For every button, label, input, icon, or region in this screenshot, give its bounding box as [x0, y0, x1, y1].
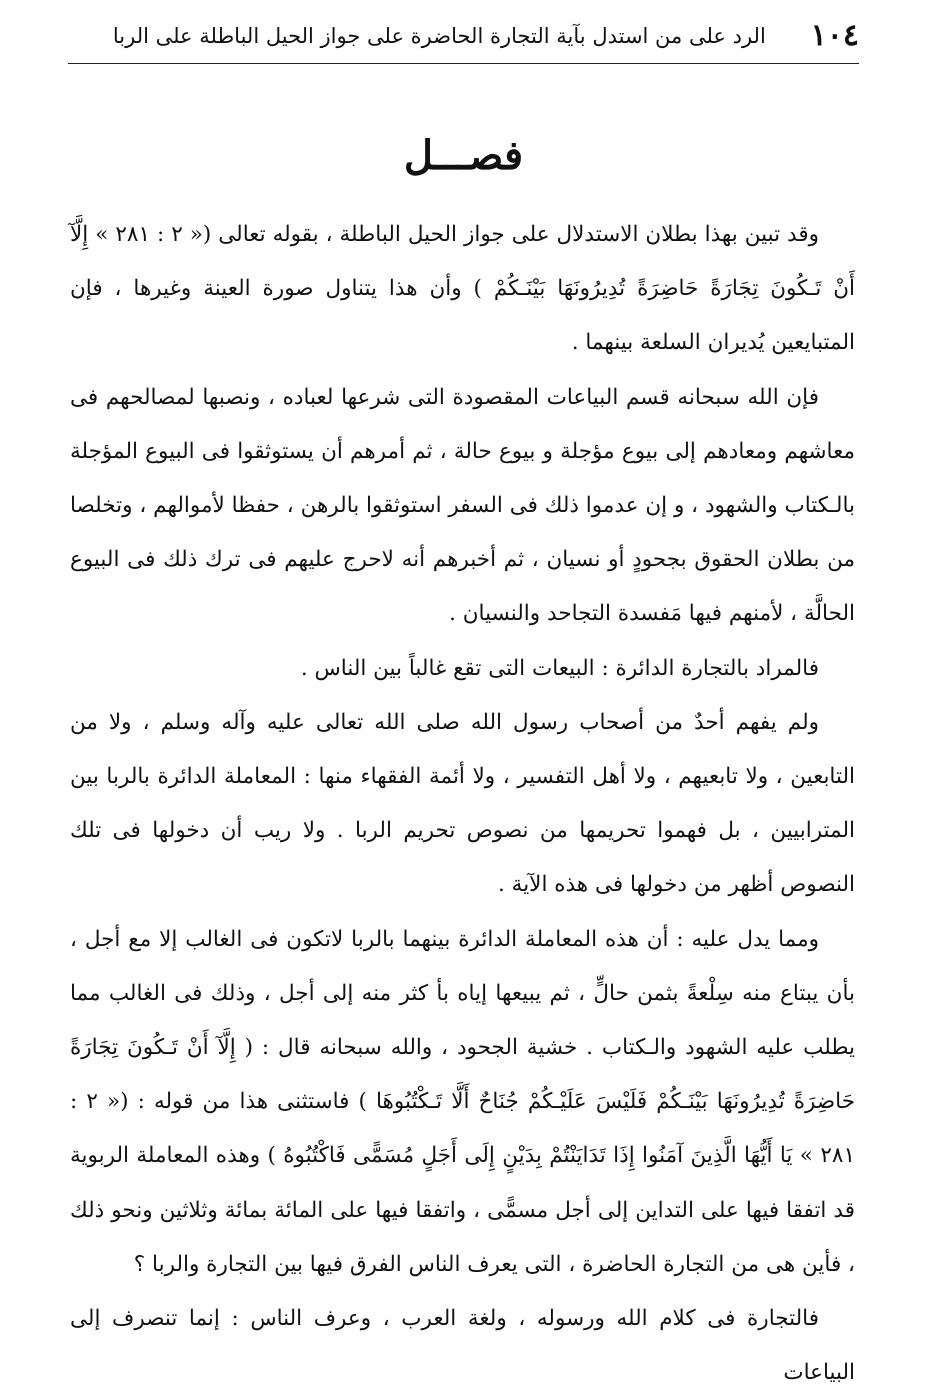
section-title: فصـــل	[403, 132, 524, 179]
paragraph: فالتجارة فى كلام الله ورسوله ، ولغة العرب ، وعرف الناس : إنما تنصرف إلى البياعات	[70, 1306, 855, 1386]
paragraph: ولم يفهم أحدٌ من أصحاب رسول الله صلى الله تعالى عليه وآله وسلم ، ولا من التابعين ، ولا تابعيهم ، ولا أهل التفسير ، ولا أئمة الفقهاء منها : المعاملة الدائرة بالربا بين المترابيين ، بل فهموا تحريمها من نصوص تحريم الربا . ولا ريب أن دخولها فى تلك النصوص أظهر من دخولها فى هذه الآية .	[70, 709, 855, 898]
paragraph: وقد تبين بهذا بطلان الاستدلال على جواز الحيل الباطلة ، بقوله تعالى (« ٢ : ٢٨١ » إِلَّآ أَنْ تَـكُونَ تِجَارَةً حَاضِرَةً تُدِيرُونَهَا بَيْنَـكُمْ ) وأن هذا يتناول صورة العينة وغيرها ، فإن المتبايعين يُديران السلعة بينهما .	[70, 222, 855, 356]
page-header	[68, 14, 859, 58]
paragraph: ومما يدل عليه : أن هذه المعاملة الدائرة بينهما بالربا لاتكون فى الغالب إلا مع أجل ، بأن يبتاع منه سِلْعةً بثمن حالٍّ ، ثم يبيعها إياه بأ كثر منه إلى أجل ، وذلك فى الغالب مما يطلب عليه الشهود والـكتاب . خشية الجحود ، والله سبحانه قال : ( إِلَّآ أَنْ تَـكُونَ تِجَارَةً حَاضِرَةً تُدِيرُونَهَا بَيْنَـكُمْ فَلَيْسَ عَلَيْـكُمْ جُنَاحٌ أَلَّا تَـكْتُبُوهَا ) فاستثنى هذا من قوله : (« ٢ : ٢٨١ » يَا أَيُّهَا الَّذِينَ آمَنُوا إِذَا تَدَايَنْتُمْ بِدَيْنٍ إِلَى أَجَلٍ مُسَمًّى فَاكْتُبُوهُ ) وهذه المعاملة الربوية قد اتفقا فيها على التداين إلى أجل مسمًّى ، واتفقا فيها على المائة بمائة وثلاثين ونحو ذلك ، فأين هى من التجارة الحاضرة ، التى يعرف الناس الفرق فيها بين التجارة والربا ؟	[70, 926, 856, 1277]
paragraph: فالمراد بالتجارة الدائرة : البيعات التى تقع غالباً بين الناس .	[300, 655, 819, 681]
paragraph: فإن الله سبحانه قسم البياعات المقصودة التى شرعها لعباده ، ونصبها لمصالحهم فى معاشهم ومعادهم إلى بيوع مؤجلة و بيوع حالة ، ثم أمرهم أن يستوثقوا فى البيوع المؤجلة بالـكتاب والشهود ، و إن عدموا ذلك فى السفر استوثقوا بالرهن ، حفظا لأموالهم ، وتخلصا من بطلان الحقوق بجحودٍ أو نسيان ، ثم أخبرهم أنه لاحرج عليهم فى ترك ذلك فى البيوع الحالَّة ، لأمنهم فيها مَفسدة التجاحد والنسيان .	[69, 384, 855, 627]
body-text	[70, 208, 855, 1400]
running-title: الرد على من استدل بآية التجارة الحاضرة على جواز الحيل الباطلة على الربا	[112, 24, 766, 48]
header-rule	[68, 63, 859, 64]
page-number: ١٠٤	[810, 18, 859, 53]
